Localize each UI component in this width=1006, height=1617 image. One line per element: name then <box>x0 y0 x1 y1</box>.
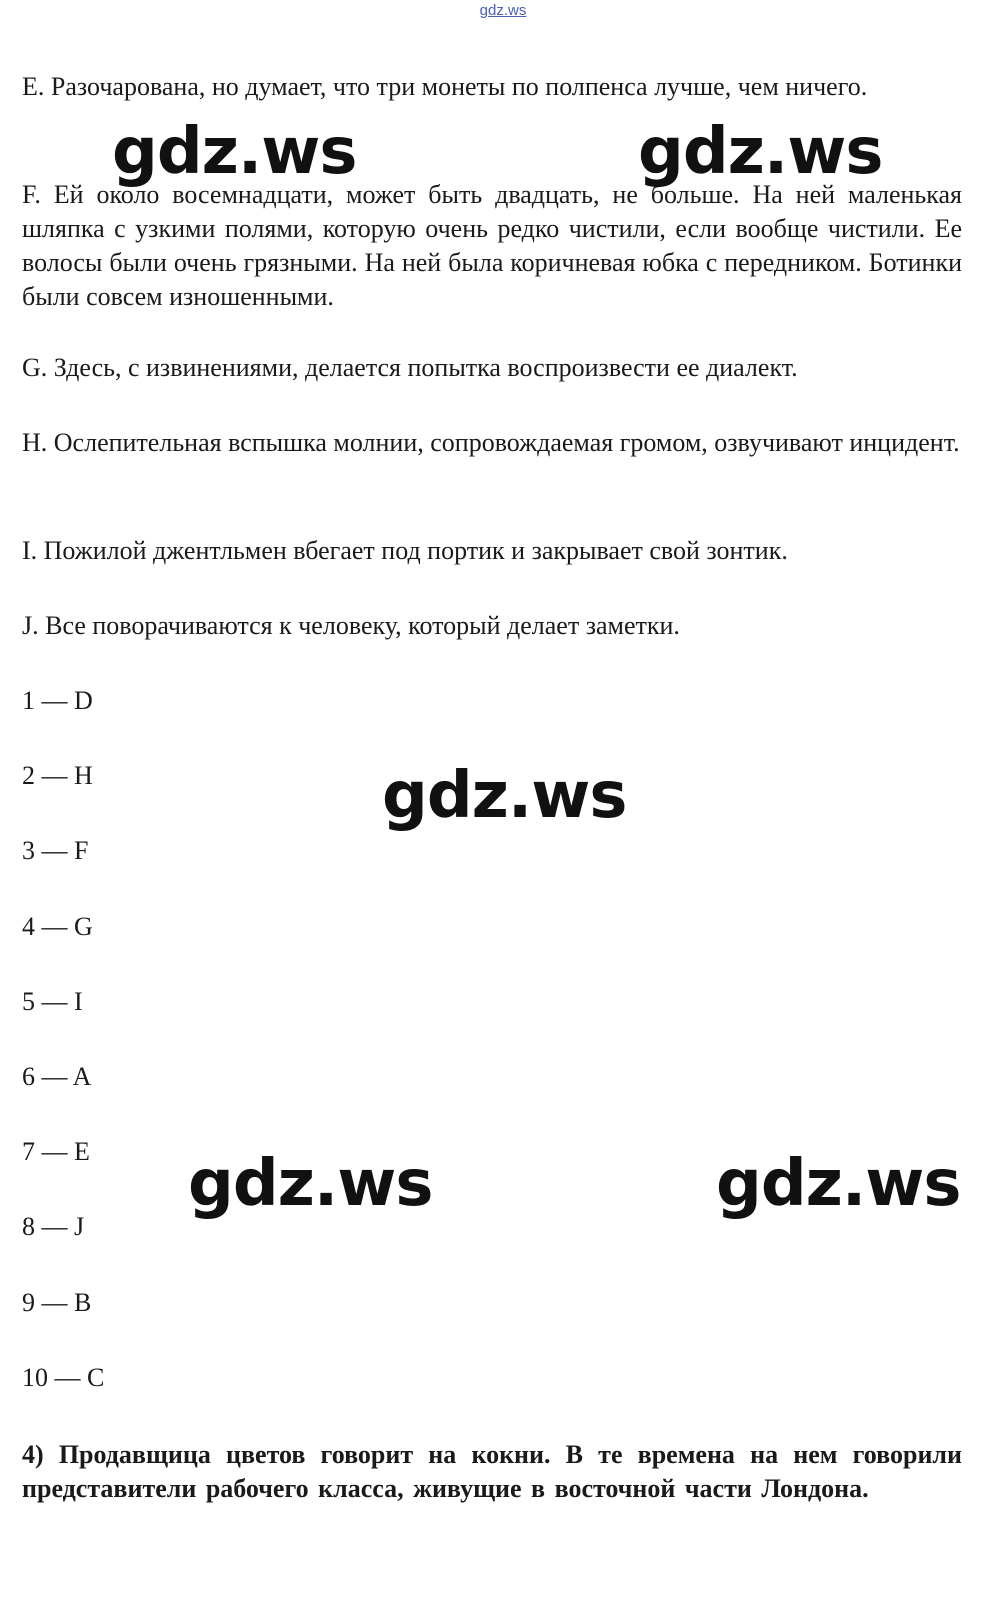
answer-item: 7 — E <box>22 1137 90 1166</box>
answer-item: 3 — F <box>22 836 89 865</box>
watermark: gdz.ws <box>638 115 883 189</box>
answer-item: 6 — A <box>22 1062 92 1091</box>
paragraph-e: E. Разочарована, но думает, что три монеты по полпенса лучше, чем ничего. <box>22 72 868 101</box>
answer-item: 2 — H <box>22 761 93 790</box>
paragraph-i: I. Пожилой джентльмен вбегает под портик и закрывает свой зонтик. <box>22 536 788 565</box>
watermark: gdz.ws <box>112 115 357 189</box>
paragraph-f: F. Ей около восемнадцати, может быть двадцать, не больше. На ней маленькая шляпка с узкими полями, которую очень редко чистили, если вообще чистили. Ее волосы были очень грязными. На ней была коричневая юбка с передником. Ботинки были совсем изношенными. <box>22 180 962 311</box>
site-header-link[interactable]: gdz.ws <box>479 2 527 19</box>
answer-item: 9 — B <box>22 1288 92 1317</box>
watermark: gdz.ws <box>382 759 627 833</box>
answer-item: 1 — D <box>22 686 93 715</box>
paragraph-h: H. Ослепительная вспышка молнии, сопровождаемая громом, озвучивают инцидент. <box>22 428 960 457</box>
paragraph-j: J. Все поворачиваются к человеку, который делает заметки. <box>22 611 680 640</box>
watermark: gdz.ws <box>188 1147 433 1221</box>
watermark: gdz.ws <box>716 1147 961 1221</box>
answer-item: 8 — J <box>22 1212 85 1241</box>
answer-item: 5 — I <box>22 987 83 1016</box>
paragraph-g: G. Здесь, с извинениями, делается попытка воспроизвести ее диалект. <box>22 353 798 382</box>
section-4-paragraph: 4) Продавщица цветов говорит на кокни. В те времена на нем говорили представители рабочего класса, живущие в восточной части Лондона. <box>22 1440 962 1503</box>
answer-item: 4 — G <box>22 912 93 941</box>
answer-item: 10 — C <box>22 1363 105 1392</box>
